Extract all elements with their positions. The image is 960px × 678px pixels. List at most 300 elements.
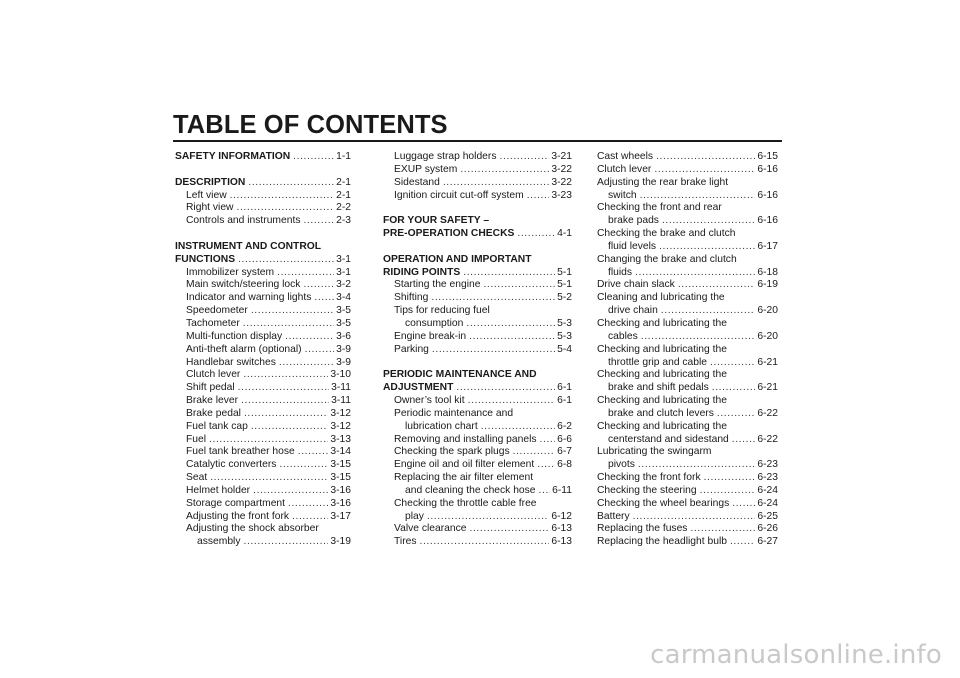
toc-entry[interactable]: [597, 267, 778, 280]
toc-entry[interactable]: [175, 202, 351, 215]
dot-leader: [303, 215, 334, 228]
dot-leader: [468, 395, 556, 408]
toc-entry-title: Clutch lever: [597, 163, 652, 175]
toc-page-number: 6-16: [757, 189, 778, 201]
toc-entry[interactable]: [383, 177, 572, 190]
toc-entry[interactable]: [175, 215, 351, 228]
dot-leader: [661, 305, 756, 318]
toc-page-number: 6-23: [757, 472, 778, 484]
dot-leader: [456, 382, 555, 395]
toc-entry[interactable]: [175, 511, 351, 524]
toc-entry[interactable]: [175, 279, 351, 292]
dot-leader: [513, 446, 555, 459]
toc-spacer: [175, 228, 351, 241]
toc-entry-title: Replacing the air filter element: [394, 472, 534, 484]
toc-section-heading[interactable]: [383, 267, 572, 280]
toc-entry[interactable]: [597, 536, 778, 549]
toc-page-number: 6-18: [757, 266, 778, 278]
toc-page-number: 6-24: [757, 497, 778, 509]
toc-entry-title: Checking the front fork: [597, 472, 701, 484]
toc-entry-title: Checking and lubricating the: [597, 369, 727, 381]
dot-leader: [243, 318, 334, 331]
toc-page-number: 6-7: [557, 446, 572, 458]
toc-entry-title: Sidestand: [394, 176, 440, 188]
toc-entry-title: Checking the wheel bearings: [597, 497, 730, 509]
dot-leader: [732, 434, 756, 447]
toc-page-number: 3-2: [336, 279, 351, 291]
toc-page-number: 3-9: [336, 343, 351, 355]
toc-entry-title: SAFETY INFORMATION: [175, 151, 291, 162]
page-title: TABLE OF CONTENTS: [173, 111, 448, 139]
toc-entry[interactable]: [597, 215, 778, 228]
toc-page-number: 6-8: [557, 459, 572, 471]
toc-page-number: 6-17: [757, 240, 778, 252]
toc-entry-title: Drive chain slack: [597, 279, 675, 291]
toc-entry-title: Indicator and warning lights: [186, 292, 312, 304]
dot-leader: [463, 267, 555, 280]
toc-entry[interactable]: [597, 331, 778, 344]
dot-leader: [314, 292, 334, 305]
toc-page-number: 5-3: [557, 330, 572, 342]
dot-leader: [481, 421, 555, 434]
toc-page-number: 3-5: [336, 317, 351, 329]
toc-page-number: 6-2: [557, 420, 572, 432]
toc-page-number: 6-21: [757, 356, 778, 368]
toc-entry-title: play: [405, 510, 424, 522]
toc-entry[interactable]: [175, 395, 351, 408]
toc-entry-title: Clutch lever: [186, 369, 241, 381]
toc-entry-title: Handlebar switches: [186, 356, 276, 368]
toc-entry[interactable]: [597, 459, 778, 472]
toc-page-number: 6-20: [757, 305, 778, 317]
toc-entry[interactable]: [597, 472, 778, 485]
dot-leader: [656, 151, 755, 164]
toc-entry-title: Checking and lubricating the: [597, 395, 727, 407]
toc-page-number: 6-12: [551, 510, 572, 522]
dot-leader: [527, 190, 550, 203]
toc-section-heading[interactable]: [175, 177, 351, 190]
dot-leader: [210, 472, 328, 485]
toc-entry: [597, 344, 778, 357]
toc-page-number: 3-22: [551, 176, 572, 188]
toc-entry-title: Replacing the fuses: [597, 523, 688, 535]
toc-entry[interactable]: [175, 536, 351, 549]
toc-entry-title: brake and shift pedals: [608, 382, 709, 394]
toc-page-number: 3-12: [330, 407, 351, 419]
toc-entry: [597, 369, 778, 382]
toc-entry: [383, 472, 572, 485]
toc-entry[interactable]: [597, 382, 778, 395]
toc-entry-title: RIDING POINTS: [383, 266, 461, 278]
toc-page-number: 3-4: [336, 292, 351, 304]
toc-page-number: 3-11: [331, 395, 351, 407]
toc-page-number: 6-19: [757, 279, 778, 291]
toc-entry: [597, 395, 778, 408]
toc-entry-title: Cast wheels: [597, 151, 654, 162]
toc-page-number: 3-22: [551, 163, 572, 175]
toc-entry-title: Controls and instruments: [186, 215, 301, 227]
toc-entry-title: FUNCTIONS: [175, 253, 236, 265]
toc-entry[interactable]: [597, 523, 778, 536]
title-rule: [173, 140, 782, 142]
toc-page-number: 6-1: [557, 382, 572, 394]
toc-entry-title: switch: [608, 189, 637, 201]
toc-entry-title: Changing the brake and clutch: [597, 253, 737, 265]
toc-page-number: 3-21: [551, 151, 572, 162]
toc-entry-title: Engine oil and oil filter element: [394, 459, 535, 471]
toc-entry-title: Tires: [394, 536, 417, 548]
dot-leader: [640, 190, 756, 203]
dot-leader: [209, 434, 328, 447]
dot-leader: [241, 395, 329, 408]
toc-entry-title: Luggage strap holders: [394, 151, 497, 162]
dot-leader: [659, 241, 755, 254]
toc-entry[interactable]: [175, 421, 351, 434]
toc-entry-title: Multi-function display: [186, 330, 283, 342]
dot-leader: [638, 459, 755, 472]
toc-entry: [597, 292, 778, 305]
toc-entry-title: PRE-OPERATION CHECKS: [383, 228, 515, 240]
toc-page-number: 3-9: [336, 356, 351, 368]
toc-section-heading[interactable]: [175, 151, 351, 164]
toc-page-number: 3-1: [336, 253, 351, 265]
toc-entry-title: assembly: [197, 536, 241, 548]
toc-entry[interactable]: [597, 241, 778, 254]
dot-leader: [243, 369, 328, 382]
toc-column-2: [383, 151, 572, 549]
toc-entry-title: Tips for reducing fuel: [394, 305, 490, 317]
dot-leader: [540, 434, 556, 447]
toc-entry[interactable]: [175, 485, 351, 498]
toc-entry[interactable]: [597, 434, 778, 447]
toc-page-number: 5-1: [557, 266, 572, 278]
toc-entry[interactable]: [597, 498, 778, 511]
toc-entry[interactable]: [597, 151, 778, 164]
dot-leader: [251, 305, 334, 318]
toc-entry[interactable]: [597, 408, 778, 421]
toc-entry[interactable]: [383, 434, 572, 447]
dot-leader: [244, 536, 329, 549]
dot-leader: [244, 408, 328, 421]
toc-entry-title: fluid levels: [608, 240, 657, 252]
dot-leader: [279, 357, 334, 370]
toc-entry-title: Brake pedal: [186, 407, 241, 419]
toc-page-number: 5-3: [557, 317, 572, 329]
toc-page-number: 6-11: [552, 484, 572, 496]
toc-column-3: [597, 151, 778, 549]
toc-entry-title: Helmet holder: [186, 484, 251, 496]
toc-entry-title: drive chain: [608, 305, 658, 317]
dot-leader: [469, 331, 555, 344]
toc-entry-title: Adjusting the shock absorber: [186, 523, 319, 535]
toc-section-heading[interactable]: [383, 228, 572, 241]
dot-leader: [237, 202, 335, 215]
toc-section-heading: [175, 241, 351, 254]
toc-page-number: 3-19: [330, 536, 351, 548]
toc-page-number: 3-15: [330, 472, 351, 484]
dot-leader: [305, 344, 335, 357]
toc-entry-title: Checking the front and rear: [597, 202, 722, 214]
toc-entry[interactable]: [383, 151, 572, 164]
toc-entry[interactable]: [383, 292, 572, 305]
toc-page-number: 6-27: [757, 536, 778, 548]
dot-leader: [279, 459, 328, 472]
toc-spacer: [175, 164, 351, 177]
toc-entry[interactable]: [383, 164, 572, 177]
toc-section-heading: [383, 254, 572, 267]
toc-entry[interactable]: [175, 472, 351, 485]
toc-entry[interactable]: [175, 292, 351, 305]
toc-entry[interactable]: [175, 190, 351, 203]
toc-page-number: 6-15: [757, 151, 778, 162]
dot-leader: [303, 279, 334, 292]
dot-leader: [641, 331, 756, 344]
toc-entry-title: Periodic maintenance and: [394, 407, 514, 419]
toc-entry: [383, 305, 572, 318]
toc-entry-title: INSTRUMENT AND CONTROL: [175, 240, 322, 252]
toc-entry-title: Checking and lubricating the: [597, 317, 727, 329]
dot-leader: [517, 228, 555, 241]
toc-column-1: [175, 151, 351, 549]
toc-page-number: 3-1: [336, 266, 351, 278]
dot-leader: [690, 523, 755, 536]
dot-leader: [539, 485, 551, 498]
toc-page-number: 3-16: [330, 497, 351, 509]
toc-entry[interactable]: [175, 369, 351, 382]
toc-entry[interactable]: [383, 511, 572, 524]
toc-entry: [597, 254, 778, 267]
dot-leader: [293, 151, 334, 164]
toc-page-number: 2-3: [336, 215, 351, 227]
toc-entry-title: Right view: [186, 202, 234, 214]
toc-entry: [597, 318, 778, 331]
toc-page-number: 3-10: [330, 369, 351, 381]
toc-page-number: 3-6: [336, 330, 351, 342]
toc-entry[interactable]: [175, 459, 351, 472]
toc-entry[interactable]: [383, 523, 572, 536]
toc-entry-title: Immobilizer system: [186, 266, 275, 278]
dot-leader: [285, 331, 334, 344]
toc-entry[interactable]: [383, 190, 572, 203]
toc-entry[interactable]: [383, 459, 572, 472]
dot-leader: [277, 267, 334, 280]
toc-entry-title: Valve clearance: [394, 523, 467, 535]
toc-entry[interactable]: [597, 485, 778, 498]
toc-entry[interactable]: [383, 421, 572, 434]
toc-entry-title: Parking: [394, 343, 429, 355]
toc-entry[interactable]: [175, 382, 351, 395]
toc-entry-title: Anti-theft alarm (optional): [186, 343, 302, 355]
dot-leader: [238, 254, 334, 267]
dot-leader: [292, 511, 328, 524]
toc-page-number: 2-1: [336, 189, 351, 201]
toc-entry-title: Lubricating the swingarm: [597, 446, 712, 458]
dot-leader: [704, 472, 756, 485]
toc-page-number: 3-23: [551, 189, 572, 201]
toc-spacer: [383, 241, 572, 254]
toc-entry[interactable]: [383, 344, 572, 357]
toc-page-number: 3-5: [336, 305, 351, 317]
toc-page-number: 5-2: [557, 292, 572, 304]
dot-leader: [288, 498, 328, 511]
toc-entry-title: Replacing the headlight bulb: [597, 536, 727, 548]
toc-entry-title: Catalytic converters: [186, 459, 277, 471]
toc-entry-title: EXUP system: [394, 163, 458, 175]
dot-leader: [499, 151, 549, 164]
toc-entry-title: Ignition circuit cut-off system: [394, 189, 524, 201]
toc-entry-title: Checking the steering: [597, 484, 697, 496]
dot-leader: [730, 536, 755, 549]
toc-entry-title: Adjusting the front fork: [186, 510, 290, 522]
watermark: carmanualsonline.info: [650, 640, 942, 670]
toc-entry-title: Removing and installing panels: [394, 433, 537, 445]
toc-entry[interactable]: [383, 279, 572, 292]
toc-entry-title: Owner’s tool kit: [394, 395, 465, 407]
toc-entry-title: throttle grip and cable: [608, 356, 708, 368]
toc-entry-title: pivots: [608, 459, 635, 471]
dot-leader: [483, 279, 555, 292]
toc-entry-title: lubrication chart: [405, 420, 478, 432]
toc-section-heading: [383, 369, 572, 382]
dot-leader: [443, 177, 550, 190]
toc-entry-title: Seat: [186, 472, 208, 484]
toc-page-number: 3-13: [330, 433, 351, 445]
toc-entry[interactable]: [175, 357, 351, 370]
toc-entry-title: fluids: [608, 266, 633, 278]
toc-section-heading: [383, 215, 572, 228]
toc-entry-title: Adjusting the rear brake light: [597, 176, 729, 188]
toc-entry[interactable]: [383, 395, 572, 408]
dot-leader: [470, 523, 550, 536]
toc-page-number: 5-1: [557, 279, 572, 291]
toc-entry[interactable]: [383, 485, 572, 498]
toc-entry: [597, 446, 778, 459]
dot-leader: [466, 318, 555, 331]
toc-entry[interactable]: [383, 318, 572, 331]
dot-leader: [635, 267, 755, 280]
toc-page-number: 4-1: [557, 228, 572, 240]
toc-entry[interactable]: [597, 279, 778, 292]
toc-page-number: 6-24: [757, 484, 778, 496]
toc-entry-title: Fuel tank breather hose: [186, 446, 295, 458]
toc-page-number: 3-15: [330, 459, 351, 471]
toc-page-number: 6-16: [757, 163, 778, 175]
dot-leader: [238, 382, 329, 395]
toc-entry-title: Fuel: [186, 433, 207, 445]
toc-entry[interactable]: [175, 344, 351, 357]
toc-entry-title: centerstand and sidestand: [608, 433, 729, 445]
toc-entry-title: Shift pedal: [186, 382, 235, 394]
dot-leader: [427, 511, 550, 524]
toc-page-number: 1-1: [336, 151, 351, 162]
toc-entry[interactable]: [175, 318, 351, 331]
toc-entry-title: Cleaning and lubricating the: [597, 292, 725, 304]
dot-leader: [253, 485, 328, 498]
toc-spacer: [383, 202, 572, 215]
toc-section-heading[interactable]: [175, 254, 351, 267]
toc-entry[interactable]: [175, 498, 351, 511]
dot-leader: [662, 215, 755, 228]
toc-page-number: 2-1: [336, 176, 351, 188]
toc-entry[interactable]: [175, 408, 351, 421]
dot-leader: [678, 279, 756, 292]
toc-entry-title: Storage compartment: [186, 497, 286, 509]
toc-entry-title: Shifting: [394, 292, 429, 304]
toc-page-number: 6-22: [757, 407, 778, 419]
toc-entry-title: OPERATION AND IMPORTANT: [383, 253, 532, 265]
toc-entry[interactable]: [383, 536, 572, 549]
dot-leader: [717, 408, 756, 421]
toc-entry-title: DESCRIPTION: [175, 176, 246, 188]
toc-entry-title: Engine break-in: [394, 330, 467, 342]
toc-entry-title: brake and clutch levers: [608, 407, 714, 419]
toc-entry[interactable]: [175, 434, 351, 447]
toc-entry[interactable]: [175, 446, 351, 459]
toc-entry: [597, 177, 778, 190]
toc-spacer: [383, 357, 572, 370]
toc-section-heading[interactable]: [383, 382, 572, 395]
toc-page-number: 3-16: [330, 484, 351, 496]
toc-entry[interactable]: [175, 267, 351, 280]
dot-leader: [251, 421, 329, 434]
dot-leader: [460, 164, 549, 177]
toc-page-number: 6-21: [757, 382, 778, 394]
toc-entry-title: Brake lever: [186, 395, 239, 407]
toc-entry-title: Checking and lubricating the: [597, 420, 727, 432]
dot-leader: [431, 292, 555, 305]
toc-page-number: 6-25: [757, 510, 778, 522]
toc-entry[interactable]: [175, 331, 351, 344]
toc-entry[interactable]: [597, 511, 778, 524]
toc-entry-title: Fuel tank cap: [186, 420, 248, 432]
toc-entry-title: Checking the brake and clutch: [597, 228, 736, 240]
toc-page-number: 6-13: [551, 523, 572, 535]
dot-leader: [230, 190, 334, 203]
toc-page-number: 6-23: [757, 459, 778, 471]
toc-entry[interactable]: [175, 305, 351, 318]
toc-page-number: 3-14: [330, 446, 351, 458]
toc-entry[interactable]: [597, 305, 778, 318]
toc-page-number: 6-26: [757, 523, 778, 535]
toc-entry: [383, 408, 572, 421]
dot-leader: [710, 357, 755, 370]
toc-entry[interactable]: [383, 446, 572, 459]
toc-page-number: 6-22: [757, 433, 778, 445]
toc-page-number: 3-17: [330, 510, 351, 522]
toc-entry[interactable]: [597, 190, 778, 203]
toc-entry-title: Speedometer: [186, 305, 248, 317]
toc-entry-title: and cleaning the check hose: [405, 484, 536, 496]
toc-entry-title: PERIODIC MAINTENANCE AND: [383, 369, 537, 381]
dot-leader: [712, 382, 756, 395]
dot-leader: [420, 536, 550, 549]
dot-leader: [298, 446, 329, 459]
dot-leader: [700, 485, 756, 498]
toc-page-number: 2-2: [336, 202, 351, 214]
toc-entry: [383, 498, 572, 511]
toc-entry-title: brake pads: [608, 215, 659, 227]
toc-entry-title: consumption: [405, 317, 464, 329]
toc-entry-title: Checking the throttle cable free: [394, 497, 537, 509]
toc-entry[interactable]: [597, 164, 778, 177]
toc-entry-title: Main switch/steering lock: [186, 279, 301, 291]
toc-entry[interactable]: [383, 331, 572, 344]
toc-page-number: 3-11: [331, 382, 351, 394]
toc-page-number: 6-6: [557, 433, 572, 445]
toc-entry-title: Left view: [186, 189, 227, 201]
toc-entry[interactable]: [597, 357, 778, 370]
toc-entry-title: Tachometer: [186, 317, 240, 329]
